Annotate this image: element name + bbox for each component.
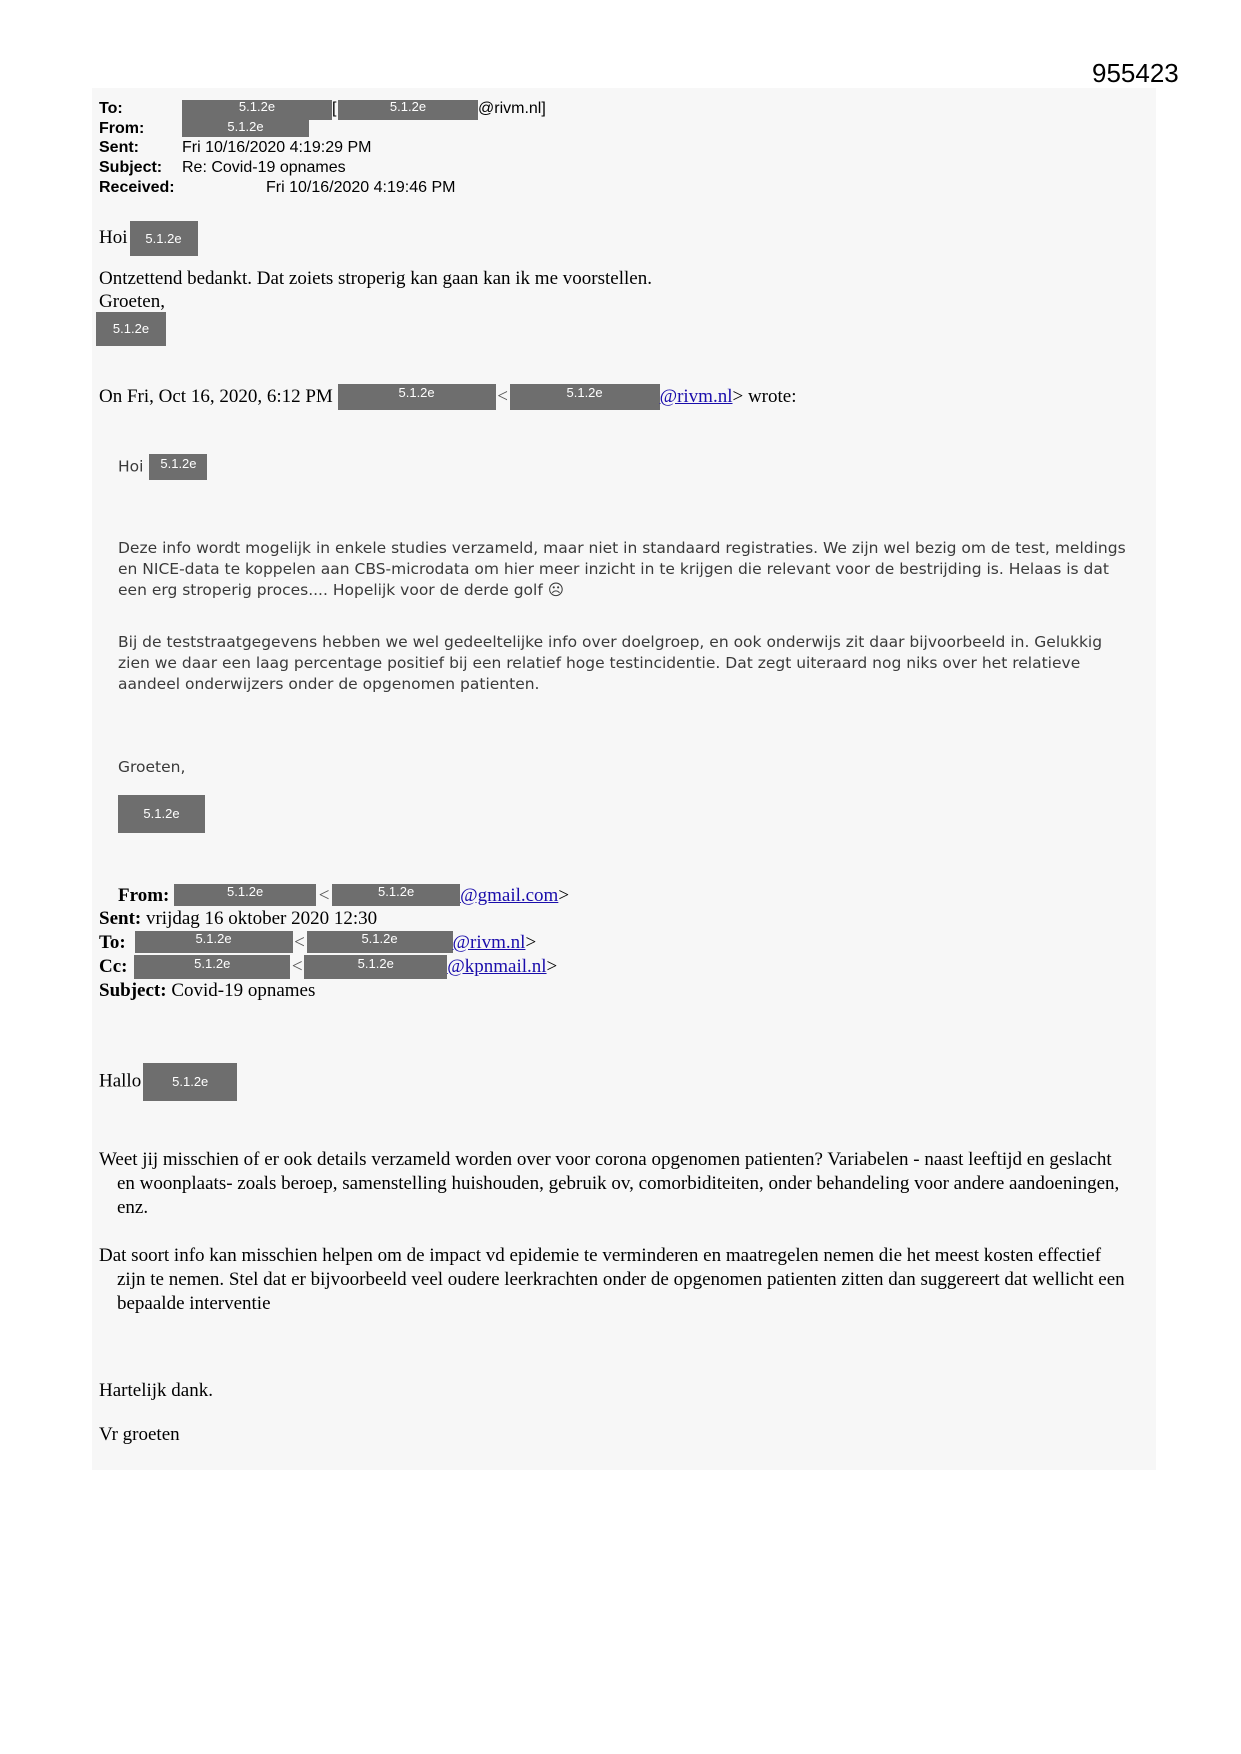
quoted-paragraph-1	[118, 538, 1138, 601]
orig-from-email-link[interactable]: @gmail.com	[460, 885, 559, 906]
orig-from-lt: <	[318, 885, 330, 906]
quote-intro-suffix: > wrote:	[732, 386, 797, 407]
redaction-box: 5.1.2e	[182, 120, 309, 137]
redaction-box: 5.1.2e	[130, 221, 198, 256]
orig-to-row	[99, 931, 536, 955]
reply-greeting-text: Hoi	[99, 226, 128, 248]
orig-to-email-link[interactable]: @rivm.nl	[452, 932, 526, 953]
to-label: To:	[99, 100, 123, 117]
quoted-paragraph-2-text: Bij de teststraatgegevens hebben we wel gedeeltelijke info over doelgroep, en ook onderwijs zit daar bijvoorbeeld in. Gelukkig zien we daar een laag percentage positief bij een relatief hoge testincidentie. Dat zegt uiteraard nog niks over het relatieve aandeel onderwijzers onder de opgenomen patienten.	[118, 633, 1103, 693]
orig-sent-value: vrijdag 16 oktober 2020 12:30	[145, 908, 378, 929]
orig-cc-label: Cc:	[99, 956, 128, 977]
orig-cc-row	[99, 955, 557, 979]
orig-to-lt: <	[294, 932, 305, 953]
redaction-box: 5.1.2e	[149, 454, 207, 480]
subject-label: Subject:	[99, 159, 163, 176]
reply-line: Ontzettend bedankt. Dat zoiets stroperig kan gaan kan ik me voorstellen.	[99, 268, 652, 289]
orig-subject-value: Covid-19 opnames	[171, 980, 316, 1001]
redaction-box: 5.1.2e	[118, 795, 205, 833]
orig-cc-email-link[interactable]: @kpnmail.nl	[447, 956, 547, 977]
orig-to-gt: >	[525, 932, 537, 953]
orig-greeting	[99, 1063, 237, 1101]
orig-to-label: To:	[99, 932, 126, 953]
quoted-closing: Groeten,	[118, 758, 186, 776]
orig-cc-lt: <	[291, 956, 303, 977]
redaction-box: 5.1.2e	[510, 384, 660, 410]
orig-sent-label: Sent:	[99, 908, 142, 929]
quote-intro-prefix: On Fri, Oct 16, 2020, 6:12 PM	[99, 386, 333, 407]
reply-signature	[96, 312, 166, 346]
quote-intro-email-link[interactable]: @rivm.nl	[659, 386, 733, 407]
orig-subject-row	[99, 979, 315, 1003]
redaction-box: 5.1.2e	[304, 955, 447, 979]
orig-paragraph-1	[99, 1148, 1129, 1220]
quote-intro-lt: <	[497, 386, 508, 407]
to-domain: @rivm.nl]	[478, 100, 546, 117]
orig-sent-row	[99, 907, 377, 931]
reply-greeting	[99, 221, 198, 256]
redaction-box: 5.1.2e	[332, 884, 460, 906]
sent-value: Fri 10/16/2020 4:19:29 PM	[182, 139, 372, 156]
orig-greeting-text: Hallo	[99, 1070, 142, 1092]
orig-paragraph-2	[99, 1244, 1129, 1316]
redaction-box: 5.1.2e	[143, 1063, 237, 1101]
redaction-box: 5.1.2e	[174, 884, 316, 906]
orig-from-label: From:	[118, 885, 170, 906]
orig-subject-label: Subject:	[99, 980, 167, 1001]
reply-closing: Groeten,	[99, 291, 165, 312]
quote-intro	[99, 386, 797, 410]
quoted-signature	[118, 795, 205, 833]
orig-closing: Vr groeten	[99, 1424, 180, 1445]
quoted-greeting-text: Hoi	[118, 457, 144, 476]
redaction-box: 5.1.2e	[307, 931, 453, 953]
orig-paragraph-1-text: Weet jij misschien of er ook details verzameld worden over voor corona opgenomen patienten? Variabelen - naast leeftijd en geslacht en woonplaats- zoals beroep, samenstelling huishouden, gebruik ov, comorbiditeiten, onder behandeling voor andere aandoeningen, enz.	[99, 1149, 1120, 1218]
received-value: Fri 10/16/2020 4:19:46 PM	[266, 179, 456, 196]
redaction-box: 5.1.2e	[182, 100, 332, 120]
orig-paragraph-2-text: Dat soort info kan misschien helpen om de impact vd epidemie te verminderen en maatregelen nemen die het meest kosten effectief zijn te nemen. Stel dat er bijvoorbeeld veel oudere leerkrachten onder de opgenomen patienten zitten dan suggereert dat wellicht een bepaalde interventie	[99, 1245, 1125, 1314]
document-number: 955423	[1092, 58, 1179, 88]
sent-label: Sent:	[99, 139, 139, 156]
to-recipients	[182, 100, 546, 120]
quoted-paragraph-1-text: Deze info wordt mogelijk in enkele studies verzameld, maar niet in standaard registraties. We zijn wel bezig om de test, meldings en NICE-data te koppelen aan CBS-microdata om hier meer inzicht in te krijgen die relevant voor de bestrijding is. Helaas is dat een erg stroperig proces.... Hopelijk voor de derde golf ☹	[118, 539, 1126, 599]
quoted-greeting	[118, 454, 207, 480]
redaction-box: 5.1.2e	[338, 100, 478, 120]
received-label: Received:	[99, 179, 175, 196]
from-sender	[182, 120, 309, 138]
redaction-box: 5.1.2e	[135, 931, 293, 953]
orig-thanks: Hartelijk dank.	[99, 1380, 213, 1401]
redaction-box: 5.1.2e	[96, 312, 166, 346]
to-bracket: [	[332, 100, 337, 117]
orig-from-row	[118, 884, 569, 908]
redaction-box: 5.1.2e	[134, 955, 290, 979]
orig-cc-gt: >	[546, 956, 558, 977]
quoted-paragraph-2	[118, 632, 1138, 695]
redaction-box: 5.1.2e	[338, 384, 496, 410]
subject-value: Re: Covid-19 opnames	[182, 159, 346, 176]
from-label: From:	[99, 120, 145, 137]
orig-from-gt: >	[558, 885, 570, 906]
